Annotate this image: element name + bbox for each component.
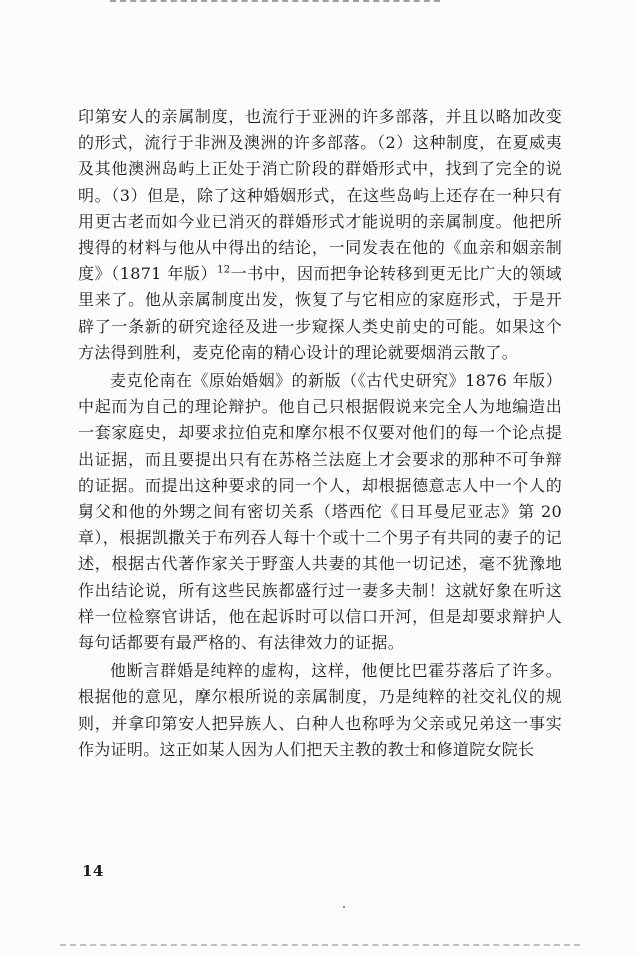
paragraph-1 [78, 104, 562, 366]
paragraph-2: 麦克伦南在《原始婚姻》的新版（《古代史研究》1876 年版）中起而为自己的理论辩护。他自己只根据假说来完全人为地编造出一套家庭史，却要求拉伯克和摩尔根不仅要对他们的每一个论点提出证据，而且要提出只有在苏格兰法庭上才会要求的那种不可争辩的证据。而提出这种要求的同一个人，却根据德意志人中一个人的舅父和他的外甥之间有密切关系（塔西佗《日耳曼尼亚志》第 20 章），根据凯撒关于布列吞人每十个或十二个男子有共同的妻子的记述，根据古代著作家关于野蛮人共妻的其他一切记述，毫不犹豫地作出结论说，所有这些民族都盛行过一妻多夫制！这就好象在听这样一位检察官讲话，他在起诉时可以信口开河，但是却要求辩护人每句话都要有最严格的、有法律效力的证据。 [78, 371, 562, 653]
page-number: 14 [82, 862, 104, 880]
scan-artifact-dot [343, 906, 345, 908]
scan-artifact-top [110, 0, 440, 8]
footnote-marker-12: 12 [217, 264, 231, 276]
scan-artifact-bottom [60, 944, 580, 949]
paragraph-1-continuation: 一书中，因而把争论转移到更无比广大的领域里来了。他从亲属制度出发，恢复了与它相应的家庭形式，于是开辟了一条新的研究途径及进一步窥探人类史前史的可能。如果这个方法得到胜利，麦克伦南的精心设计的理论就要烟消云散了。 [78, 264, 562, 362]
paragraph-1-text: 印第安人的亲属制度，也流行于亚洲的许多部落，并且以略加改变的形式，流行于非洲及澳洲的许多部落。（2）这种制度，在夏威夷及其他澳洲岛屿上正处于消亡阶段的群婚形式中，找到了完全的说明。（3）但是，除了这种婚姻形式，在这些岛屿上还存在一种只有用更古老而如今业已消灭的群婚形式才能说明的亲属制度。他把所搜得的材料与他从中得出的结论，一同发表在他的《血亲和姻亲制度》（1871 年版） [78, 107, 562, 284]
paragraph-3: 他断言群婚是纯粹的虚构，这样，他便比巴霍芬落后了许多。根据他的意见，摩尔根所说的亲属制度，乃是纯粹的社交礼仪的规则，并拿印第安人把异族人、白种人也称呼为父亲或兄弟这一事实作为证明。这正如某人因为人们把天主教的教士和修道院女院长 [78, 661, 562, 759]
page-body [78, 104, 562, 763]
